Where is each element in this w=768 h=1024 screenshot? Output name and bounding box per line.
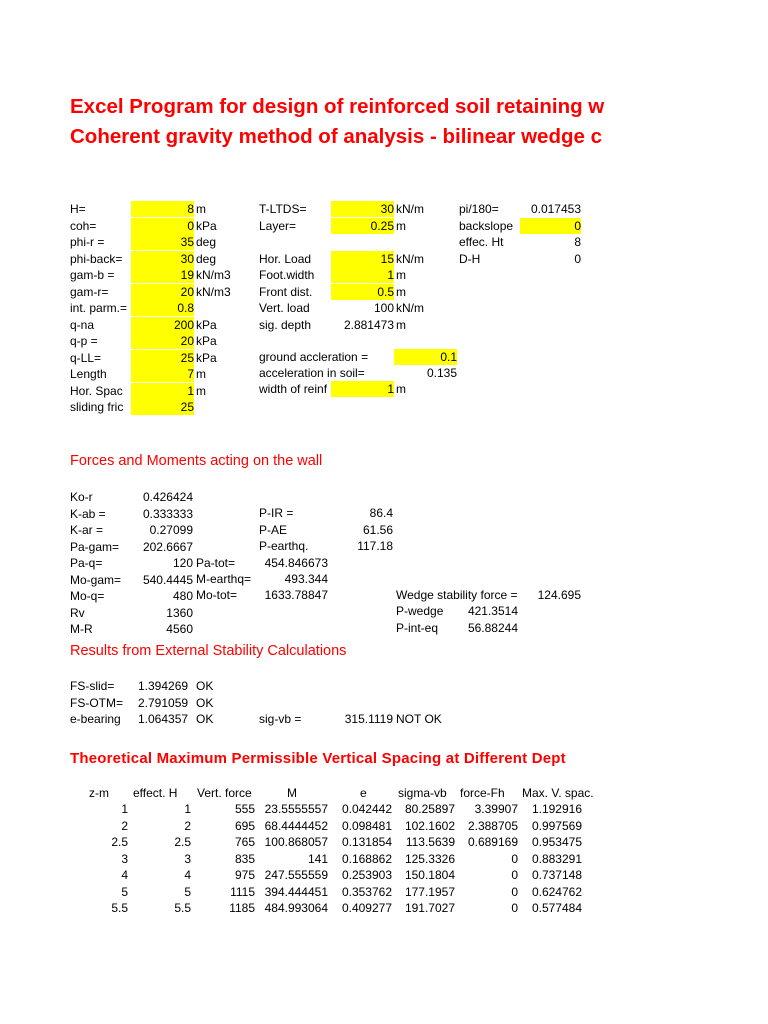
table-cell: 150.1804	[404, 868, 455, 882]
reinf-width-value-cell[interactable]: 1	[331, 381, 394, 397]
table-cell: 2.5	[111, 835, 128, 849]
reinf-width-label: width of reinf	[259, 382, 328, 396]
table-cell: 0.353762	[341, 884, 392, 899]
result-value: 1.064357	[138, 712, 189, 726]
forces-heading: Forces and Moments acting on the wall	[70, 453, 323, 469]
input-value-cell[interactable]: 20	[131, 333, 194, 349]
table-column-header: Vert. force	[197, 786, 252, 800]
table-cell: 5.5	[111, 901, 128, 915]
table-cell: 0.689169	[467, 835, 518, 849]
page-title-line-1: Excel Program for design of reinforced soil retaining w	[70, 95, 605, 118]
p-wedge-value: 421.3514	[467, 604, 518, 618]
input-value-cell[interactable]: 1	[131, 383, 194, 399]
result-status: OK	[196, 679, 214, 693]
table-cell: 1	[184, 802, 191, 816]
force-label: K-ar =	[70, 523, 104, 537]
table-cell: 1	[121, 802, 128, 816]
result-label: e-bearing	[70, 712, 121, 726]
table-cell: 765	[234, 835, 255, 849]
p-wedge-label: P-wedge	[396, 604, 444, 618]
p-int-eq-label: P-int-eq	[396, 621, 439, 635]
misc-label: effec. Ht	[459, 235, 504, 249]
table-cell: 0.624762	[531, 884, 582, 899]
input-label: Length	[70, 367, 107, 381]
param-label: sig. depth	[259, 317, 312, 332]
soil-accel-label: acceleration in soil=	[259, 366, 365, 380]
param-unit: m	[396, 317, 406, 332]
misc-value-cell: 8	[574, 235, 581, 249]
table-cell: 394.444451	[264, 884, 328, 899]
input-value-cell[interactable]: 25	[131, 350, 194, 366]
m-earthq-label: M-earthq=	[196, 572, 252, 586]
result-status: OK	[196, 695, 214, 710]
table-column-header: z-m	[89, 786, 109, 800]
input-unit: kPa	[196, 218, 217, 233]
param-unit: kN/m	[396, 301, 424, 315]
force-value: 1360	[166, 605, 193, 620]
table-cell: 0.168862	[341, 851, 392, 866]
table-cell: 141	[307, 851, 328, 866]
force-label: M-R	[70, 622, 93, 636]
table-cell: 3	[184, 851, 191, 866]
table-cell: 975	[234, 868, 255, 882]
table-cell: 2.388705	[467, 818, 518, 833]
table-cell: 80.25897	[404, 802, 455, 816]
input-value-cell[interactable]: 0.8	[131, 300, 194, 316]
misc-value-cell: 0	[574, 251, 581, 266]
sig-vb-value: 315.1119	[344, 712, 393, 726]
input-value-cell[interactable]: 25	[131, 399, 194, 415]
input-value-cell[interactable]: 200	[131, 317, 194, 333]
param-unit: m	[396, 218, 406, 233]
table-column-header: M	[287, 786, 297, 800]
table-cell: 0	[511, 884, 518, 899]
table-cell: 1.192916	[531, 802, 582, 816]
table-cell: 2	[121, 818, 128, 833]
table-cell: 0.737148	[531, 868, 582, 882]
param-unit: kN/m	[396, 251, 424, 266]
p-force-value: 117.18	[357, 539, 393, 553]
table-cell: 3.39907	[474, 802, 518, 816]
table-cell: 5	[184, 884, 191, 899]
param-value-cell: 100	[373, 301, 394, 315]
table-cell: 4	[184, 868, 191, 882]
table-column-header: force-Fh	[460, 786, 505, 800]
results-heading: Results from External Stability Calculations	[70, 643, 347, 659]
mo-tot-value: 1633.78847	[264, 588, 328, 602]
sig-vb-status: NOT OK	[396, 712, 442, 726]
table-cell: 1115	[230, 884, 255, 899]
input-unit: deg	[196, 235, 217, 249]
force-value: 0.426424	[142, 490, 193, 504]
param-unit: kN/m	[396, 202, 424, 216]
input-unit: kPa	[196, 350, 217, 365]
table-cell: 102.1602	[404, 818, 455, 833]
misc-label: pi/180=	[459, 202, 499, 216]
input-unit: kN/m3	[196, 284, 231, 299]
param-value-cell[interactable]: 0.5	[331, 284, 394, 300]
force-value: 120	[172, 556, 193, 570]
soil-accel-value: 0.135	[426, 366, 457, 380]
param-unit: m	[396, 284, 406, 299]
table-cell: 100.868057	[264, 835, 328, 849]
param-value-cell[interactable]: 30	[331, 201, 394, 217]
input-label: H=	[70, 202, 86, 216]
input-unit: kPa	[196, 334, 217, 348]
force-label: Ko-r	[70, 490, 93, 504]
input-label: phi-back=	[70, 251, 123, 266]
table-cell: 0	[511, 868, 518, 882]
input-label: gam-r=	[70, 284, 109, 299]
input-label: q-na	[70, 317, 95, 332]
input-value-cell[interactable]: 7	[131, 366, 194, 382]
force-label: Rv	[70, 605, 85, 620]
param-label: Front dist.	[259, 284, 313, 299]
input-value-cell[interactable]: 35	[131, 234, 194, 250]
force-value: 0.27099	[149, 523, 193, 537]
param-label: Vert. load	[259, 301, 310, 315]
input-label: gam-b =	[70, 268, 115, 282]
table-cell: 0.042442	[341, 802, 392, 816]
table-cell: 0	[511, 901, 518, 915]
table-cell: 0.997569	[531, 818, 582, 833]
result-label: FS-slid=	[70, 679, 115, 693]
param-unit: m	[396, 268, 406, 282]
input-value-cell[interactable]: 0	[131, 218, 194, 234]
force-label: K-ab =	[70, 506, 106, 521]
table-cell: 0.098481	[341, 818, 392, 833]
table-column-header: Max. V. spac.	[522, 786, 594, 800]
ground-accel-label: ground accleration =	[259, 350, 369, 364]
p-force-label: P-IR =	[259, 506, 294, 520]
pa-tot-value: 454.846673	[264, 556, 328, 570]
table-cell: 0	[511, 851, 518, 866]
misc-value-cell[interactable]: 0	[520, 218, 581, 234]
table-cell: 23.5555557	[264, 802, 328, 816]
force-value: 540.4445	[142, 572, 193, 587]
force-label: Mo-gam=	[70, 572, 122, 587]
table-cell: 177.1957	[404, 884, 455, 899]
table-cell: 0.953475	[531, 835, 582, 849]
param-value-cell: 2.881473	[343, 317, 394, 332]
p-int-eq-value: 56.88244	[467, 621, 518, 635]
table-cell: 247.555559	[264, 868, 328, 882]
input-label: int. parm.=	[70, 301, 128, 315]
table-cell: 0.577484	[531, 901, 582, 915]
force-label: Mo-q=	[70, 589, 105, 603]
table-cell: 5.5	[174, 901, 191, 915]
input-unit: deg	[196, 251, 217, 266]
force-label: Pa-gam=	[70, 539, 120, 554]
table-cell: 0.131854	[341, 835, 392, 849]
table-cell: 68.4444452	[264, 818, 328, 833]
reinf-width-unit: m	[396, 382, 406, 396]
input-label: phi-r =	[70, 235, 105, 249]
param-value-cell[interactable]: 15	[331, 251, 394, 267]
table-cell: 0.253903	[341, 868, 392, 882]
input-value-cell[interactable]: 8	[131, 201, 194, 217]
table-cell: 0.409277	[341, 901, 392, 915]
param-label: Foot.width	[259, 268, 315, 282]
misc-label: D-H	[459, 251, 481, 266]
table-cell: 484.993064	[264, 901, 328, 915]
table-cell: 113.5639	[405, 835, 455, 849]
p-force-value: 61.56	[362, 522, 393, 537]
force-value: 0.333333	[142, 506, 193, 521]
table-cell: 5	[121, 884, 128, 899]
p-force-value: 86.4	[369, 506, 393, 520]
table-cell: 695	[234, 818, 255, 833]
table-cell: 2	[184, 818, 191, 833]
force-value: 202.6667	[142, 539, 193, 554]
input-unit: kPa	[196, 317, 217, 332]
misc-value-cell: 0.017453	[530, 202, 581, 216]
p-force-label: P-AE	[259, 522, 288, 537]
table-column-header: sigma-vb	[398, 786, 447, 800]
table-cell: 1185	[229, 901, 255, 915]
param-value-cell[interactable]: 1	[331, 267, 394, 283]
table-cell: 191.7027	[404, 901, 455, 915]
input-label: q-p =	[70, 334, 98, 348]
input-value-cell[interactable]: 20	[131, 284, 194, 300]
input-value-cell[interactable]: 19	[131, 267, 194, 283]
page-title-line-2: Coherent gravity method of analysis - bilinear wedge c	[70, 125, 602, 148]
result-status: OK	[196, 712, 214, 726]
input-unit: m	[196, 383, 206, 398]
table-cell: 3	[121, 851, 128, 866]
input-label: q-LL=	[70, 350, 102, 365]
mo-tot-label: Mo-tot=	[196, 588, 238, 602]
table-cell: 2.5	[174, 835, 191, 849]
table-column-header: effect. H	[133, 786, 178, 800]
input-label: sliding fric	[70, 400, 124, 414]
misc-label: backslope	[459, 218, 514, 233]
param-label: T-LTDS=	[259, 202, 307, 216]
p-force-label: P-earthq.	[259, 539, 309, 553]
wedge-stability-value: 124.695	[537, 588, 581, 602]
wedge-stability-label: Wedge stability force =	[396, 588, 518, 602]
param-value-cell[interactable]: 0.25	[331, 218, 394, 234]
force-label: Pa-q=	[70, 556, 103, 570]
force-value: 4560	[166, 622, 193, 636]
result-value: 2.791059	[138, 695, 189, 710]
spacing-heading: Theoretical Maximum Permissible Vertical Spacing at Different Dept	[70, 750, 566, 767]
table-cell: 125.3326	[404, 851, 455, 866]
ground-accel-value-cell[interactable]: 0.1	[394, 349, 457, 365]
table-cell: 835	[234, 851, 255, 866]
param-label: Layer=	[259, 218, 297, 233]
force-value: 480	[172, 589, 193, 603]
table-cell: 555	[234, 802, 255, 816]
input-unit: m	[196, 367, 206, 381]
pa-tot-label: Pa-tot=	[196, 556, 236, 570]
param-label: Hor. Load	[259, 251, 312, 266]
input-unit: kN/m3	[196, 268, 231, 282]
result-value: 1.394269	[138, 679, 189, 693]
sig-vb-label: sig-vb =	[259, 712, 302, 726]
table-cell: 4	[121, 868, 128, 882]
input-label: Hor. Spac	[70, 383, 123, 398]
input-unit: m	[196, 202, 206, 216]
input-value-cell[interactable]: 30	[131, 251, 194, 267]
table-column-header: e	[360, 786, 367, 800]
result-label: FS-OTM=	[70, 695, 123, 710]
input-label: coh=	[70, 218, 97, 233]
table-cell: 0.883291	[531, 851, 582, 866]
m-earthq-value: 493.344	[284, 572, 328, 586]
